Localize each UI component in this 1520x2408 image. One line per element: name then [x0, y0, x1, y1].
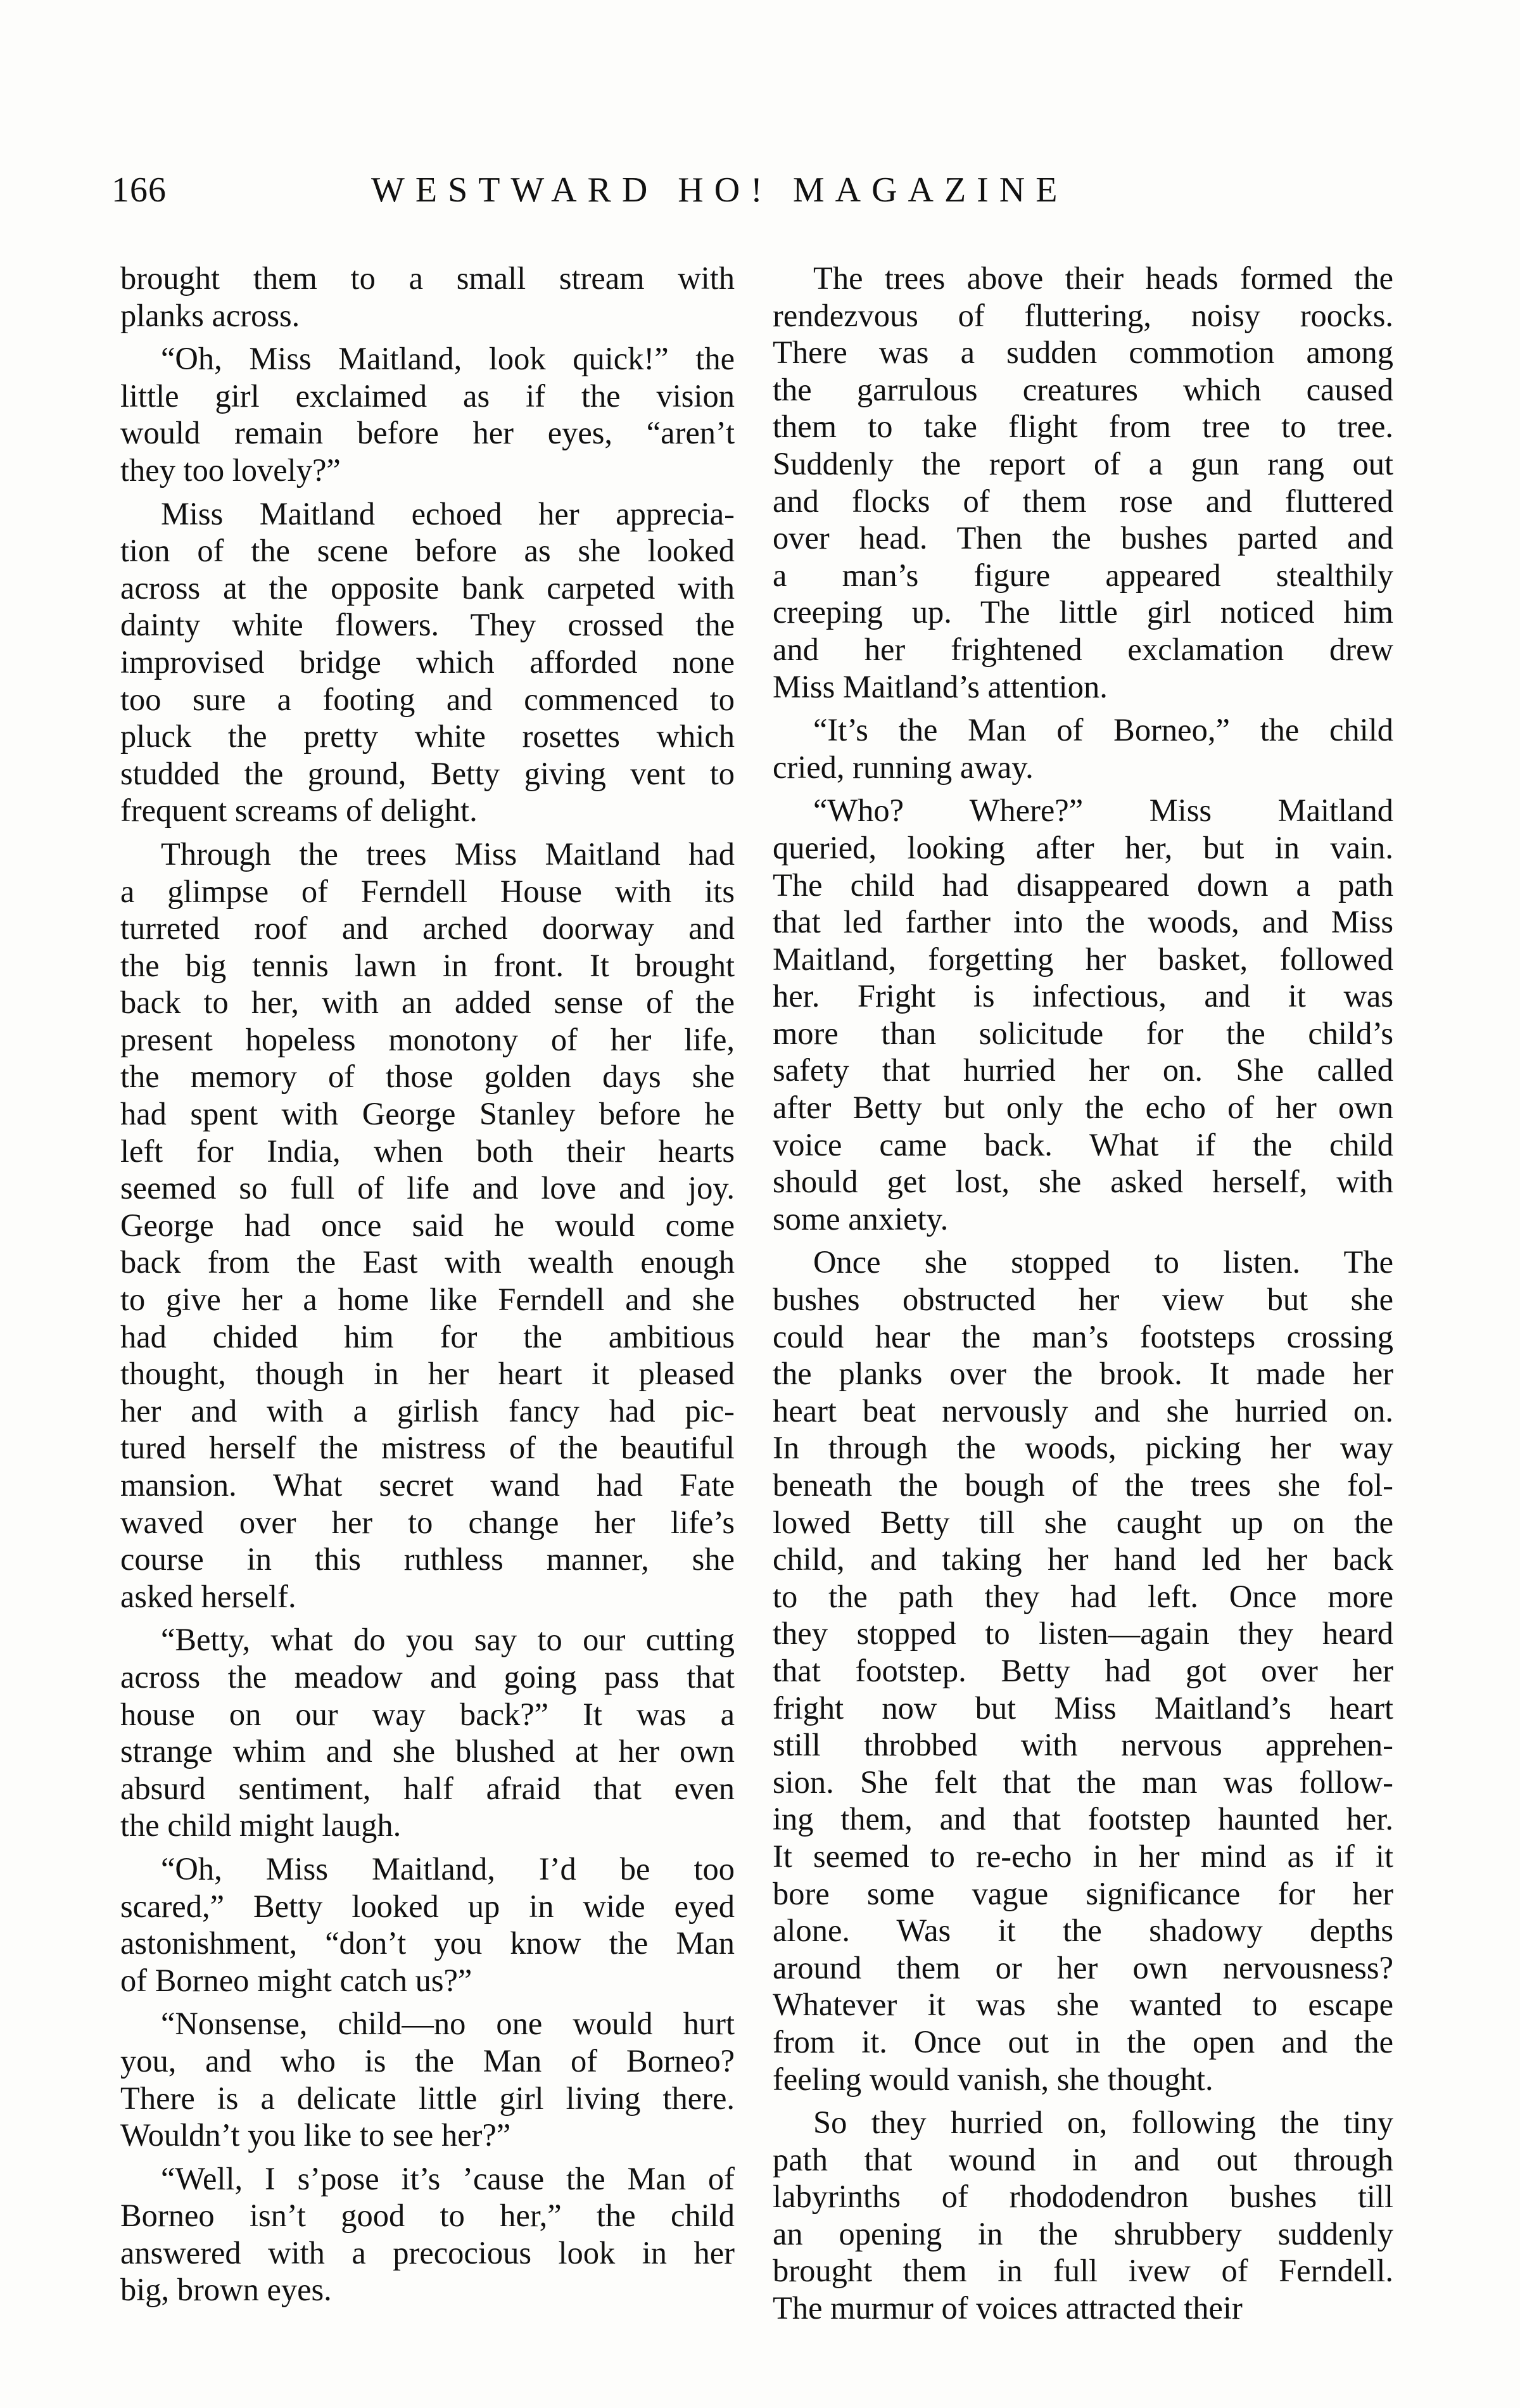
- left-text-column: [120, 260, 735, 2315]
- text-line: to give her a home like Ferndell and she: [120, 1282, 735, 1318]
- text-line: The trees above their heads formed the: [813, 260, 1393, 296]
- text-line: left for India, when both their hearts: [120, 1133, 735, 1169]
- text-line: Suddenly the report of a gun rang out: [773, 445, 1393, 481]
- text-line: cried, running away.: [773, 749, 1034, 785]
- text-line: beneath the bough of the trees she fol-: [773, 1467, 1393, 1503]
- text-line: the planks over the brook. It made her: [773, 1356, 1393, 1392]
- paragraph: [120, 340, 735, 488]
- text-line: turreted roof and arched doorway and: [120, 910, 735, 946]
- text-line: little girl exclaimed as if the vision: [120, 378, 735, 414]
- text-line: The child had disappeared down a path: [773, 867, 1393, 903]
- text-line: that led farther into the woods, and Miss: [773, 904, 1393, 940]
- text-line: a man’s figure appeared stealthily: [773, 557, 1393, 593]
- text-line: thought, though in her heart it pleased: [120, 1356, 735, 1392]
- paragraph: [773, 711, 1393, 786]
- text-line: course in this ruthless manner, she: [120, 1541, 735, 1577]
- text-line: of Borneo might catch us?”: [120, 1962, 472, 1998]
- text-line: Through the trees Miss Maitland had: [161, 836, 735, 872]
- text-line: after Betty but only the echo of her own: [773, 1090, 1393, 1126]
- text-line: around them or her own nervousness?: [773, 1949, 1393, 1985]
- right-text-column: [773, 260, 1393, 2333]
- text-line: sion. She felt that the man was follow-: [773, 1764, 1393, 1800]
- text-line: Once she stopped to listen. The: [813, 1244, 1393, 1280]
- text-line: studded the ground, Betty giving vent to: [120, 755, 735, 791]
- text-line: a glimpse of Ferndell House with its: [120, 873, 735, 909]
- text-line: queried, looking after her, but in vain.: [773, 829, 1393, 865]
- paragraph: [120, 1851, 735, 1999]
- text-line: It seemed to re-echo in her mind as if it: [773, 1838, 1393, 1874]
- text-line: had spent with George Stanley before he: [120, 1096, 735, 1132]
- text-line: safety that hurried her on. She called: [773, 1052, 1393, 1088]
- text-line: you, and who is the Man of Borneo?: [120, 2042, 735, 2079]
- text-line: There is a delicate little girl living there.: [120, 2080, 735, 2116]
- text-line: brought them to a small stream with: [120, 260, 735, 296]
- text-line: some anxiety.: [773, 1201, 949, 1237]
- text-line: and flocks of them rose and fluttered: [773, 483, 1393, 519]
- text-line: could hear the man’s footsteps crossing: [773, 1318, 1393, 1354]
- paragraph: [120, 495, 735, 829]
- text-line: the big tennis lawn in front. It brought: [120, 947, 735, 983]
- text-line: frequent screams of delight.: [120, 793, 478, 829]
- text-line: over head. Then the bushes parted and: [773, 520, 1393, 556]
- text-line: The murmur of voices attracted their: [773, 2290, 1243, 2326]
- text-line: Wouldn’t you like to see her?”: [120, 2117, 511, 2153]
- text-line: “Oh, Miss Maitland, look quick!” the: [161, 341, 735, 377]
- paragraph: [120, 1621, 735, 1844]
- text-line: across the meadow and going pass that: [120, 1659, 735, 1695]
- text-line: the memory of those golden days she: [120, 1059, 735, 1095]
- text-line: brought them in full ivew of Ferndell.: [773, 2253, 1393, 2289]
- text-line: In through the woods, picking her way: [773, 1430, 1393, 1466]
- text-line: labyrinths of rhododendron bushes till: [773, 2179, 1393, 2215]
- text-line: planks across.: [120, 297, 300, 333]
- text-line: them to take flight from tree to tree.: [773, 409, 1393, 445]
- text-line: Miss Maitland echoed her apprecia-: [161, 495, 735, 532]
- text-line: pluck the pretty white rosettes which: [120, 718, 735, 755]
- text-line: Miss Maitland’s attention.: [773, 668, 1108, 704]
- running-title: WESTWARD HO! MAGAZINE: [371, 170, 1068, 210]
- text-line: from it. Once out in the open and the: [773, 2023, 1393, 2060]
- text-line: There was a sudden commotion among: [773, 334, 1393, 371]
- text-line: child, and taking her hand led her back: [773, 1541, 1393, 1577]
- text-line: waved over her to change her life’s: [120, 1504, 735, 1540]
- text-line: fright now but Miss Maitland’s heart: [773, 1690, 1393, 1726]
- paragraph: [120, 260, 735, 334]
- text-line: ing them, and that footstep haunted her.: [773, 1801, 1393, 1837]
- text-line: big, brown eyes.: [120, 2272, 332, 2308]
- text-line: “Who? Where?” Miss Maitland: [813, 793, 1393, 829]
- text-line: mansion. What secret wand had Fate: [120, 1467, 735, 1503]
- text-line: “Betty, what do you say to our cutting: [161, 1622, 735, 1658]
- text-line: they too lovely?”: [120, 452, 341, 488]
- text-line: astonishment, “don’t you know the Man: [120, 1925, 735, 1961]
- text-line: that footstep. Betty had got over her: [773, 1652, 1393, 1688]
- text-line: still throbbed with nervous apprehen-: [773, 1727, 1393, 1763]
- paragraph: [120, 2160, 735, 2309]
- text-line: voice came back. What if the child: [773, 1126, 1393, 1163]
- page-header: [111, 170, 1391, 220]
- text-line: should get lost, she asked herself, with: [773, 1164, 1393, 1200]
- text-line: asked herself.: [120, 1578, 296, 1614]
- text-line: more than solicitude for the child’s: [773, 1015, 1393, 1051]
- text-line: Borneo isn’t good to her,” the child: [120, 2198, 735, 2234]
- paragraph: [773, 2104, 1393, 2327]
- text-line: heart beat nervously and she hurried on.: [773, 1392, 1393, 1429]
- text-line: her. Fright is infectious, and it was: [773, 978, 1393, 1014]
- text-line: “It’s the Man of Borneo,” the child: [813, 712, 1393, 748]
- paragraph: [773, 1244, 1393, 2098]
- text-line: across at the opposite bank carpeted with: [120, 570, 735, 606]
- text-line: path that wound in and out through: [773, 2141, 1393, 2177]
- text-line: answered with a precocious look in her: [120, 2234, 735, 2271]
- text-line: George had once said he would come: [120, 1207, 735, 1243]
- text-line: and her frightened exclamation drew: [773, 631, 1393, 667]
- text-line: So they hurried on, following the tiny: [813, 2105, 1393, 2141]
- text-line: feeling would vanish, she thought.: [773, 2061, 1213, 2097]
- text-line: back to her, with an added sense of the: [120, 984, 735, 1021]
- text-line: too sure a footing and commenced to: [120, 681, 735, 717]
- text-line: lowed Betty till she caught up on the: [773, 1504, 1393, 1540]
- paragraph: [773, 260, 1393, 705]
- text-line: present hopeless monotony of her life,: [120, 1021, 735, 1057]
- text-line: Maitland, forgetting her basket, followed: [773, 941, 1393, 977]
- text-line: bushes obstructed her view but she: [773, 1282, 1393, 1318]
- text-line: an opening in the shrubbery suddenly: [773, 2215, 1393, 2252]
- text-line: “Oh, Miss Maitland, I’d be too: [161, 1851, 735, 1887]
- text-line: house on our way back?” It was a: [120, 1696, 735, 1732]
- text-line: “Well, I s’pose it’s ’cause the Man of: [161, 2160, 735, 2196]
- text-line: Whatever it was she wanted to escape: [773, 1987, 1393, 2023]
- text-line: strange whim and she blushed at her own: [120, 1733, 735, 1769]
- text-line: the child might laugh.: [120, 1807, 402, 1844]
- text-line: creeping up. The little girl noticed him: [773, 594, 1393, 630]
- text-line: alone. Was it the shadowy depths: [773, 1913, 1393, 1949]
- text-line: improvised bridge which afforded none: [120, 644, 735, 680]
- text-line: seemed so full of life and love and joy.: [120, 1170, 735, 1206]
- text-line: rendezvous of fluttering, noisy roocks.: [773, 297, 1393, 333]
- text-line: tured herself the mistress of the beautiful: [120, 1430, 735, 1466]
- text-line: dainty white flowers. They crossed the: [120, 607, 735, 643]
- text-line: bore some vague significance for her: [773, 1875, 1393, 1911]
- text-line: they stopped to listen—again they heard: [773, 1615, 1393, 1652]
- text-line: would remain before her eyes, “aren’t: [120, 415, 735, 451]
- text-line: tion of the scene before as she looked: [120, 533, 735, 569]
- paragraph: [773, 792, 1393, 1237]
- text-line: “Nonsense, child—no one would hurt: [161, 2006, 735, 2042]
- text-line: to the path they had left. Once more: [773, 1578, 1393, 1614]
- page-number: 166: [111, 170, 167, 210]
- paragraph: [120, 836, 735, 1615]
- text-line: her and with a girlish fancy had pic-: [120, 1392, 735, 1429]
- text-line: back from the East with wealth enough: [120, 1244, 735, 1280]
- text-line: scared,” Betty looked up in wide eyed: [120, 1888, 735, 1924]
- text-line: absurd sentiment, half afraid that even: [120, 1770, 735, 1806]
- paragraph: [120, 2005, 735, 2153]
- text-line: the garrulous creatures which caused: [773, 371, 1393, 407]
- text-line: had chided him for the ambitious: [120, 1318, 735, 1354]
